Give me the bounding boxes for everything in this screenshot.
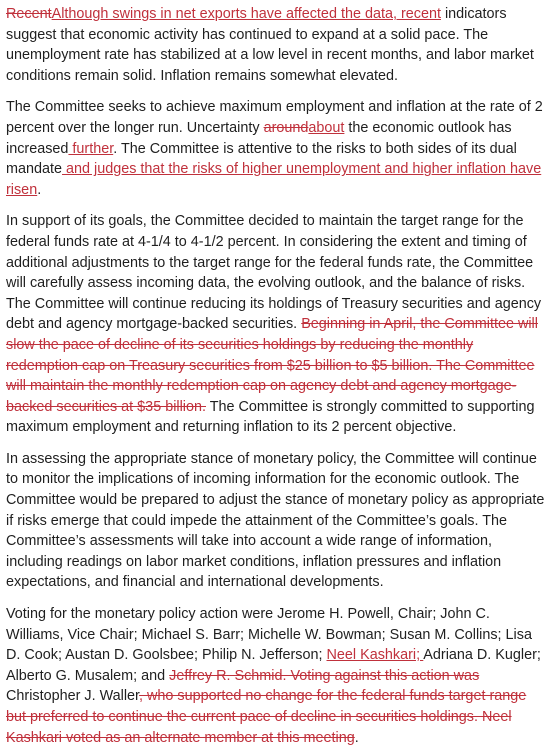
deleted-text: Beginning in April, the Committee will slow the pace of decline of its securities holdings by reducing the monthly redemption cap on Treasury securities from $25 billion to $5 billion. The Committee will maintain the monthly redemption cap on agency debt and agency mortgage-backed securities at $35 billion. [6,316,538,415]
deleted-text: around [263,119,309,136]
body-text: the economic outlook has increased [6,119,512,157]
body-text: In support of its goals, the Committee decided to maintain the target range for the federal funds rate at 4-1/4 to 4-1/2 percent. In considering the extent and timing of additional adjustments to the target range for the federal funds rate, the Committee will carefully assess incoming data, the evolving outlook, and the balance of risks. The Committee will continue reducing its holdings of Treasury securities and agency debt and agency mortgage-backed securities. [6,213,542,333]
body-text: The Committee is strongly committed to supporting maximum employment and returning inflation to its 2 percent objective. [6,398,535,436]
body-text: indicators suggest that economic activity has continued to expand at a solid pace. The unemployment rate has stabilized at a low level in recent months, and labor market conditions remain solid. Inflation remains somewhat elevated. [6,6,534,84]
body-text: Adriana D. Kugler; Alberto G. Musalem; and [6,647,541,684]
paragraph-policy-assessment [6,449,547,593]
body-text: The Committee seeks to achieve maximum employment and inflation at the rate of 2 percent over the longer run. Uncertainty [6,99,543,136]
body-text: Christopher J. Waller [6,688,140,705]
inserted-text: further [68,140,114,157]
body-text: . The Committee is attentive to the risks to both sides of its dual mandate [6,140,517,178]
body-text: . [354,729,359,746]
paragraph-voting-record [6,604,547,748]
deleted-text: Recent [6,6,52,22]
paragraph-committee-goals [6,97,547,200]
inserted-text: Although swings in net exports have affected the data, recent [51,6,441,22]
paragraph-policy-decision [6,211,547,438]
body-text: In assessing the appropriate stance of monetary policy, the Committee will continue to monitor the implications of incoming information for the economic outlook. The Committee would be prepared to adjust the stance of monetary policy as appropriate if risks emerge that could impede the attainment of the Committee’s goals. The Committee’s assessments will take into account a wide range of information, including readings on labor market conditions, inflation pressures and inflation expectations, and financial and international developments. [6,450,545,591]
inserted-text: and judges that the risks of higher unemployment and higher inflation have risen [6,161,542,198]
inserted-text: Neel Kashkari; [326,647,424,664]
body-text: . [37,181,42,198]
deleted-text: , who supported no change for the federal funds target range but preferred to continue the current pace of decline in securities holdings. Neel Kashkari voted as an alternate member at this meeting [6,688,527,746]
paragraph-economic-conditions [6,4,547,86]
body-text: Voting for the monetary policy action were Jerome H. Powell, Chair; John C. Williams, Vice Chair; Michael S. Barr; Michelle W. Bowman; Susan M. Collins; Lisa D. Cook; Austan D. Goolsbee; Philip N. Jefferson; [6,606,532,664]
deleted-text: Jeffrey R. Schmid. Voting against this action was [169,667,480,684]
inserted-text: about [308,119,345,136]
